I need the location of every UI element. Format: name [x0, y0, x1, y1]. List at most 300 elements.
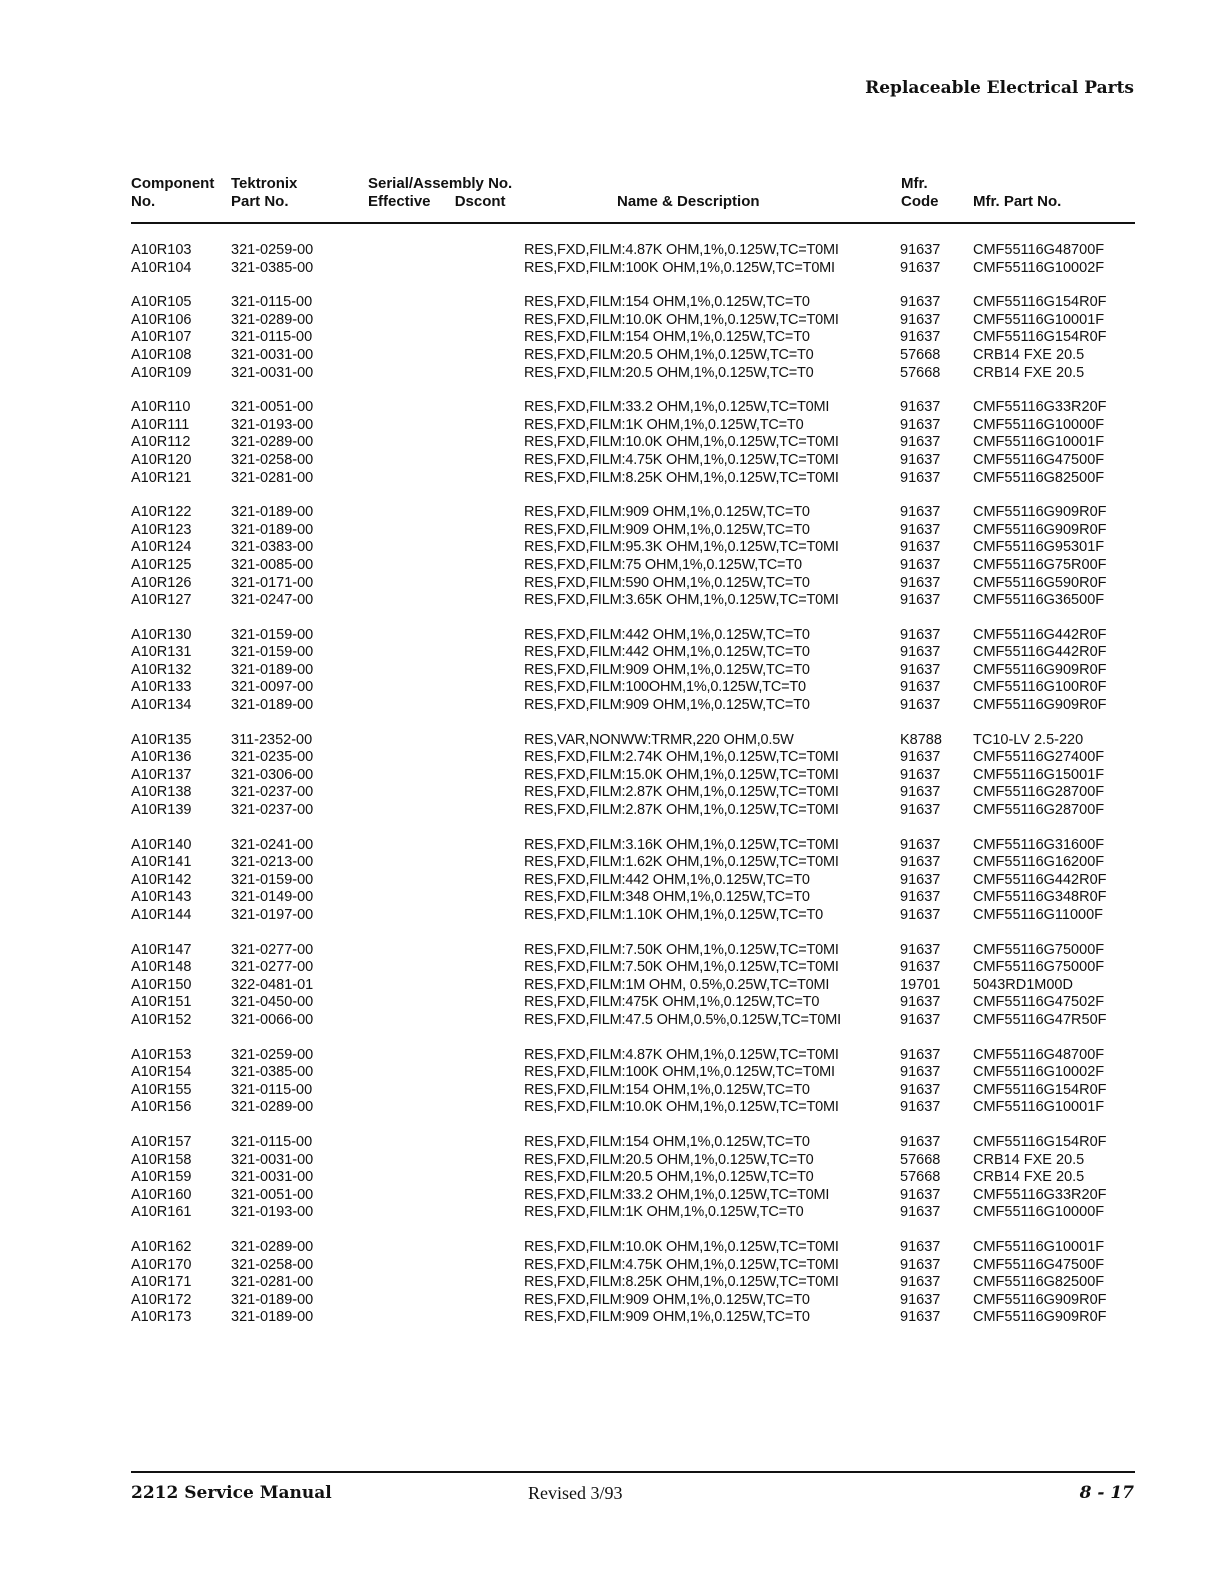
- name-description: RES,FXD,FILM:590 OHM,1%,0.125W,TC=T0: [524, 574, 810, 591]
- name-description: RES,FXD,FILM:4.75K OHM,1%,0.125W,TC=T0MI: [524, 1256, 839, 1273]
- col-tektronix-line1: Tektronix: [231, 175, 298, 192]
- mfr-part-no: CMF55116G909R0F: [973, 504, 1107, 521]
- table-row: [131, 1152, 1135, 1170]
- mfr-code: 91637: [900, 259, 941, 276]
- col-name-desc: Name & Description: [617, 193, 760, 210]
- parts-group: [131, 942, 1135, 1030]
- name-description: RES,FXD,FILM:1M OHM, 0.5%,0.25W,TC=T0MI: [524, 976, 830, 993]
- mfr-code: 91637: [900, 1274, 941, 1291]
- name-description: RES,FXD,FILM:100K OHM,1%,0.125W,TC=T0MI: [524, 1064, 835, 1081]
- tektronix-part-no: 321-0189-00: [231, 1291, 314, 1308]
- col-component-line1: Component: [131, 175, 215, 192]
- tektronix-part-no: 321-0281-00: [231, 1274, 314, 1291]
- mfr-code: 91637: [900, 836, 941, 853]
- tektronix-part-no: 311-2352-00: [231, 731, 313, 748]
- parts-group: [131, 504, 1135, 610]
- component-no: A10R162: [131, 1238, 192, 1255]
- component-no: A10R134: [131, 697, 192, 714]
- mfr-code: 91637: [900, 1011, 941, 1028]
- table-row: [131, 994, 1135, 1012]
- mfr-part-no: CMF55116G15001F: [973, 766, 1105, 783]
- mfr-code: 91637: [900, 1204, 941, 1221]
- parts-group: [131, 732, 1135, 820]
- tektronix-part-no: 321-0241-00: [231, 836, 314, 853]
- table-row: [131, 1099, 1135, 1117]
- mfr-part-no: CMF55116G909R0F: [973, 661, 1107, 678]
- component-no: A10R171: [131, 1274, 192, 1291]
- mfr-code: 91637: [900, 644, 941, 661]
- mfr-part-no: CMF55116G348R0F: [973, 889, 1107, 906]
- name-description: RES,FXD,FILM:100OHM,1%,0.125W,TC=T0: [524, 679, 806, 696]
- tektronix-part-no: 321-0189-00: [231, 1309, 314, 1326]
- name-description: RES,FXD,FILM:909 OHM,1%,0.125W,TC=T0: [524, 521, 810, 538]
- tektronix-part-no: 321-0115-00: [231, 1133, 313, 1150]
- table-row: [131, 1082, 1135, 1100]
- parts-group: [131, 837, 1135, 925]
- mfr-part-no: CMF55116G10002F: [973, 259, 1105, 276]
- mfr-code: 91637: [900, 1186, 941, 1203]
- name-description: RES,FXD,FILM:4.87K OHM,1%,0.125W,TC=T0MI: [524, 1046, 839, 1063]
- table-row: [131, 644, 1135, 662]
- mfr-part-no: CMF55116G36500F: [973, 592, 1105, 609]
- component-no: A10R139: [131, 802, 192, 819]
- mfr-code: 91637: [900, 661, 941, 678]
- mfr-code: 91637: [900, 626, 941, 643]
- component-no: A10R172: [131, 1291, 192, 1308]
- component-no: A10R109: [131, 364, 192, 381]
- mfr-code: 91637: [900, 329, 941, 346]
- mfr-code: 91637: [900, 1238, 941, 1255]
- mfr-part-no: CMF55116G47500F: [973, 1256, 1105, 1273]
- mfr-part-no: CMF55116G47R50F: [973, 1011, 1107, 1028]
- name-description: RES,FXD,FILM:100K OHM,1%,0.125W,TC=T0MI: [524, 259, 835, 276]
- parts-group: [131, 627, 1135, 715]
- tektronix-part-no: 321-0258-00: [231, 451, 314, 468]
- component-no: A10R107: [131, 329, 192, 346]
- component-no: A10R173: [131, 1309, 192, 1326]
- tektronix-part-no: 321-0189-00: [231, 661, 314, 678]
- mfr-code: 91637: [900, 574, 941, 591]
- table-row: [131, 1047, 1135, 1065]
- component-no: A10R138: [131, 784, 192, 801]
- footer-revision: Revised 3/93: [528, 1483, 623, 1503]
- mfr-code: 91637: [900, 941, 941, 958]
- component-no: A10R121: [131, 469, 192, 486]
- component-no: A10R152: [131, 1011, 192, 1028]
- name-description: RES,FXD,FILM:154 OHM,1%,0.125W,TC=T0: [524, 1133, 810, 1150]
- component-no: A10R125: [131, 556, 192, 573]
- footer-page-number: 8 - 17: [1079, 1483, 1134, 1503]
- tektronix-part-no: 321-0189-00: [231, 697, 314, 714]
- mfr-part-no: CMF55116G10001F: [973, 1238, 1105, 1255]
- component-no: A10R130: [131, 626, 192, 643]
- mfr-part-no: CMF55116G590R0F: [973, 574, 1107, 591]
- mfr-code: 91637: [900, 854, 941, 871]
- name-description: RES,FXD,FILM:10.0K OHM,1%,0.125W,TC=T0MI: [524, 434, 839, 451]
- tektronix-part-no: 321-0235-00: [231, 749, 314, 766]
- name-description: RES,FXD,FILM:33.2 OHM,1%,0.125W,TC=T0MI: [524, 399, 830, 416]
- component-no: A10R133: [131, 679, 192, 696]
- mfr-code: 91637: [900, 994, 941, 1011]
- table-row: [131, 837, 1135, 855]
- mfr-part-no: CMF55116G75000F: [973, 959, 1105, 976]
- mfr-code: 91637: [900, 784, 941, 801]
- col-dscont: Dscont: [454, 193, 506, 210]
- mfr-part-no: CMF55116G75R00F: [973, 556, 1107, 573]
- name-description: RES,FXD,FILM:2.87K OHM,1%,0.125W,TC=T0MI: [524, 784, 839, 801]
- mfr-code: 57668: [900, 1169, 941, 1186]
- tektronix-part-no: 321-0066-00: [231, 1011, 314, 1028]
- mfr-part-no: CMF55116G47502F: [973, 994, 1105, 1011]
- name-description: RES,FXD,FILM:75 OHM,1%,0.125W,TC=T0: [524, 556, 802, 573]
- mfr-part-no: CMF55116G442R0F: [973, 871, 1107, 888]
- name-description: RES,FXD,FILM:10.0K OHM,1%,0.125W,TC=T0MI: [524, 311, 839, 328]
- table-row: [131, 522, 1135, 540]
- table-row: [131, 749, 1135, 767]
- name-description: RES,FXD,FILM:909 OHM,1%,0.125W,TC=T0: [524, 1309, 810, 1326]
- name-description: RES,FXD,FILM:20.5 OHM,1%,0.125W,TC=T0: [524, 364, 814, 381]
- table-row: [131, 732, 1135, 750]
- mfr-part-no: CMF55116G48700F: [973, 1046, 1105, 1063]
- name-description: RES,FXD,FILM:20.5 OHM,1%,0.125W,TC=T0: [524, 1169, 814, 1186]
- tektronix-part-no: 321-0289-00: [231, 1238, 314, 1255]
- name-description: RES,FXD,FILM:33.2 OHM,1%,0.125W,TC=T0MI: [524, 1186, 830, 1203]
- col-serial-line2: [368, 193, 512, 211]
- component-no: A10R132: [131, 661, 192, 678]
- header-rule: [131, 222, 1135, 224]
- mfr-part-no: CMF55116G442R0F: [973, 626, 1107, 643]
- mfr-code: 91637: [900, 959, 941, 976]
- table-row: [131, 1274, 1135, 1292]
- tektronix-part-no: 321-0277-00: [231, 941, 314, 958]
- mfr-part-no: CRB14 FXE 20.5: [973, 1169, 1085, 1186]
- table-row: [131, 1239, 1135, 1257]
- component-no: A10R104: [131, 259, 192, 276]
- footer-rule: [131, 1471, 1135, 1473]
- name-description: RES,FXD,FILM:154 OHM,1%,0.125W,TC=T0: [524, 294, 810, 311]
- col-tektronix: [231, 175, 297, 211]
- tektronix-part-no: 321-0289-00: [231, 1099, 314, 1116]
- name-description: RES,FXD,FILM:7.50K OHM,1%,0.125W,TC=T0MI: [524, 941, 839, 958]
- table-row: [131, 1187, 1135, 1205]
- name-description: RES,FXD,FILM:95.3K OHM,1%,0.125W,TC=T0MI: [524, 539, 839, 556]
- tektronix-part-no: 321-0031-00: [231, 1151, 314, 1168]
- component-no: A10R137: [131, 766, 192, 783]
- tektronix-part-no: 321-0289-00: [231, 434, 314, 451]
- col-mfr-code: [901, 175, 939, 211]
- tektronix-part-no: 321-0115-00: [231, 329, 313, 346]
- name-description: RES,FXD,FILM:47.5 OHM,0.5%,0.125W,TC=T0MI: [524, 1011, 841, 1028]
- name-description: RES,FXD,FILM:4.75K OHM,1%,0.125W,TC=T0MI: [524, 451, 839, 468]
- component-no: A10R161: [131, 1204, 192, 1221]
- mfr-code: 91637: [900, 592, 941, 609]
- table-row: [131, 242, 1135, 260]
- table-row: [131, 347, 1135, 365]
- mfr-part-no: CMF55116G909R0F: [973, 1309, 1107, 1326]
- col-serial: [368, 175, 512, 211]
- component-no: A10R108: [131, 346, 192, 363]
- component-no: A10R147: [131, 941, 192, 958]
- tektronix-part-no: 321-0085-00: [231, 556, 314, 573]
- tektronix-part-no: 321-0171-00: [231, 574, 314, 591]
- parts-group: [131, 1047, 1135, 1117]
- mfr-part-no: CMF55116G10000F: [973, 416, 1105, 433]
- mfr-part-no: CMF55116G48700F: [973, 242, 1105, 258]
- mfr-part-no: CMF55116G10001F: [973, 311, 1105, 328]
- name-description: RES,FXD,FILM:1K OHM,1%,0.125W,TC=T0: [524, 416, 804, 433]
- name-description: RES,FXD,FILM:909 OHM,1%,0.125W,TC=T0: [524, 661, 810, 678]
- name-description: RES,FXD,FILM:20.5 OHM,1%,0.125W,TC=T0: [524, 1151, 814, 1168]
- parts-table: [131, 242, 1135, 1344]
- table-row: [131, 417, 1135, 435]
- tektronix-part-no: 321-0115-00: [231, 1081, 313, 1098]
- name-description: RES,FXD,FILM:442 OHM,1%,0.125W,TC=T0: [524, 626, 810, 643]
- tektronix-part-no: 321-0277-00: [231, 959, 314, 976]
- table-row: [131, 1309, 1135, 1327]
- table-row: [131, 329, 1135, 347]
- mfr-part-no: TC10-LV 2.5-220: [973, 731, 1084, 748]
- component-no: A10R143: [131, 889, 192, 906]
- name-description: RES,FXD,FILM:8.25K OHM,1%,0.125W,TC=T0MI: [524, 469, 839, 486]
- name-description: RES,FXD,FILM:15.0K OHM,1%,0.125W,TC=T0MI: [524, 766, 839, 783]
- component-no: A10R142: [131, 871, 192, 888]
- component-no: A10R126: [131, 574, 192, 591]
- component-no: A10R155: [131, 1081, 192, 1098]
- name-description: RES,FXD,FILM:475K OHM,1%,0.125W,TC=T0: [524, 994, 820, 1011]
- mfr-part-no: CRB14 FXE 20.5: [973, 346, 1085, 363]
- tektronix-part-no: 321-0450-00: [231, 994, 314, 1011]
- table-row: [131, 1204, 1135, 1222]
- mfr-code: 91637: [900, 311, 941, 328]
- tektronix-part-no: 321-0051-00: [231, 399, 314, 416]
- table-row: [131, 557, 1135, 575]
- table-row: [131, 294, 1135, 312]
- table-row: [131, 959, 1135, 977]
- col-mfr-code-line2: Code: [901, 193, 939, 210]
- component-no: A10R106: [131, 311, 192, 328]
- mfr-part-no: CRB14 FXE 20.5: [973, 364, 1085, 381]
- table-row: [131, 539, 1135, 557]
- component-no: A10R154: [131, 1064, 192, 1081]
- table-row: [131, 260, 1135, 278]
- component-no: A10R122: [131, 504, 192, 521]
- component-no: A10R135: [131, 731, 192, 748]
- mfr-part-no: CRB14 FXE 20.5: [973, 1151, 1085, 1168]
- tektronix-part-no: 321-0237-00: [231, 802, 314, 819]
- mfr-code: 57668: [900, 364, 941, 381]
- table-row: [131, 434, 1135, 452]
- table-row: [131, 679, 1135, 697]
- table-row: [131, 977, 1135, 995]
- table-row: [131, 1169, 1135, 1187]
- mfr-part-no: 5043RD1M00D: [973, 976, 1073, 993]
- component-no: A10R110: [131, 399, 191, 416]
- table-row: [131, 767, 1135, 785]
- component-no: A10R153: [131, 1046, 192, 1063]
- mfr-part-no: CMF55116G27400F: [973, 749, 1105, 766]
- mfr-code: 91637: [900, 451, 941, 468]
- name-description: RES,FXD,FILM:3.16K OHM,1%,0.125W,TC=T0MI: [524, 836, 839, 853]
- name-description: RES,FXD,FILM:1K OHM,1%,0.125W,TC=T0: [524, 1204, 804, 1221]
- table-row: [131, 854, 1135, 872]
- mfr-part-no: CMF55116G154R0F: [973, 329, 1107, 346]
- name-description: RES,FXD,FILM:909 OHM,1%,0.125W,TC=T0: [524, 697, 810, 714]
- tektronix-part-no: 321-0306-00: [231, 766, 314, 783]
- tektronix-part-no: 321-0193-00: [231, 1204, 314, 1221]
- tektronix-part-no: 321-0189-00: [231, 504, 314, 521]
- mfr-code: 91637: [900, 802, 941, 819]
- mfr-code: 91637: [900, 416, 941, 433]
- mfr-code: 91637: [900, 889, 941, 906]
- component-no: A10R160: [131, 1186, 192, 1203]
- tektronix-part-no: 321-0149-00: [231, 889, 314, 906]
- table-row: [131, 575, 1135, 593]
- table-row: [131, 697, 1135, 715]
- mfr-code: 91637: [900, 1133, 941, 1150]
- tektronix-part-no: 321-0237-00: [231, 784, 314, 801]
- component-no: A10R112: [131, 434, 191, 451]
- mfr-code: 91637: [900, 871, 941, 888]
- mfr-part-no: CMF55116G909R0F: [973, 697, 1107, 714]
- name-description: RES,FXD,FILM:154 OHM,1%,0.125W,TC=T0: [524, 1081, 810, 1098]
- table-row: [131, 802, 1135, 820]
- mfr-code: 19701: [900, 976, 941, 993]
- table-row: [131, 1064, 1135, 1082]
- name-description: RES,FXD,FILM:3.65K OHM,1%,0.125W,TC=T0MI: [524, 592, 839, 609]
- table-row: [131, 907, 1135, 925]
- table-row: [131, 662, 1135, 680]
- mfr-code: 91637: [900, 556, 941, 573]
- mfr-code: 57668: [900, 346, 941, 363]
- mfr-code: 91637: [900, 1064, 941, 1081]
- component-no: A10R159: [131, 1169, 192, 1186]
- footer-manual-title: 2212 Service Manual: [131, 1483, 332, 1503]
- tektronix-part-no: 321-0385-00: [231, 1064, 314, 1081]
- col-effective: Effective: [368, 193, 431, 210]
- tektronix-part-no: 321-0259-00: [231, 1046, 314, 1063]
- table-row: [131, 365, 1135, 383]
- component-no: A10R158: [131, 1151, 192, 1168]
- parts-group: [131, 1134, 1135, 1222]
- table-row: [131, 1134, 1135, 1152]
- mfr-part-no: CMF55116G10002F: [973, 1064, 1105, 1081]
- component-no: A10R111: [131, 416, 190, 433]
- component-no: A10R136: [131, 749, 192, 766]
- component-no: A10R127: [131, 592, 192, 609]
- name-description: RES,FXD,FILM:7.50K OHM,1%,0.125W,TC=T0MI: [524, 959, 839, 976]
- col-mfr-code-line1: Mfr.: [901, 175, 928, 192]
- table-row: [131, 452, 1135, 470]
- mfr-code: 91637: [900, 907, 941, 923]
- mfr-code: 91637: [900, 1081, 941, 1098]
- mfr-part-no: CMF55116G10000F: [973, 1204, 1105, 1221]
- tektronix-part-no: 322-0481-01: [231, 976, 314, 993]
- component-no: A10R156: [131, 1099, 192, 1116]
- mfr-code: 91637: [900, 1309, 941, 1326]
- component-no: A10R131: [131, 644, 192, 661]
- mfr-code: 91637: [900, 679, 941, 696]
- tektronix-part-no: 321-0289-00: [231, 311, 314, 328]
- mfr-code: 91637: [900, 1046, 941, 1063]
- name-description: RES,FXD,FILM:909 OHM,1%,0.125W,TC=T0: [524, 1291, 810, 1308]
- table-row: [131, 470, 1135, 488]
- table-row: [131, 784, 1135, 802]
- mfr-code: 91637: [900, 399, 941, 416]
- mfr-part-no: CMF55116G154R0F: [973, 294, 1107, 311]
- parts-group: [131, 399, 1135, 487]
- component-no: A10R105: [131, 294, 192, 311]
- tektronix-part-no: 321-0189-00: [231, 521, 314, 538]
- mfr-part-no: CMF55116G100R0F: [973, 679, 1107, 696]
- mfr-code: 91637: [900, 521, 941, 538]
- mfr-part-no: CMF55116G95301F: [973, 539, 1105, 556]
- mfr-code: 91637: [900, 434, 941, 451]
- table-row: [131, 1292, 1135, 1310]
- component-no: A10R157: [131, 1133, 192, 1150]
- table-row: [131, 627, 1135, 645]
- mfr-code: 91637: [900, 766, 941, 783]
- tektronix-part-no: 321-0258-00: [231, 1256, 314, 1273]
- mfr-part-no: CMF55116G16200F: [973, 854, 1105, 871]
- mfr-part-no: CMF55116G442R0F: [973, 644, 1107, 661]
- name-description: RES,FXD,FILM:1.10K OHM,1%,0.125W,TC=T0: [524, 907, 824, 923]
- tektronix-part-no: 321-0385-00: [231, 259, 314, 276]
- mfr-part-no: CMF55116G47500F: [973, 451, 1105, 468]
- parts-group: [131, 242, 1135, 277]
- mfr-part-no: CMF55116G82500F: [973, 469, 1105, 486]
- name-description: RES,FXD,FILM:154 OHM,1%,0.125W,TC=T0: [524, 329, 810, 346]
- table-row: [131, 504, 1135, 522]
- mfr-code: 91637: [900, 1256, 941, 1273]
- name-description: RES,FXD,FILM:4.87K OHM,1%,0.125W,TC=T0MI: [524, 242, 839, 258]
- name-description: RES,FXD,FILM:2.87K OHM,1%,0.125W,TC=T0MI: [524, 802, 839, 819]
- col-component-line2: No.: [131, 193, 156, 210]
- component-no: A10R103: [131, 242, 192, 258]
- tektronix-part-no: 321-0213-00: [231, 854, 314, 871]
- tektronix-part-no: 321-0193-00: [231, 416, 314, 433]
- mfr-part-no: CMF55116G28700F: [973, 802, 1105, 819]
- tektronix-part-no: 321-0051-00: [231, 1186, 314, 1203]
- name-description: RES,FXD,FILM:8.25K OHM,1%,0.125W,TC=T0MI: [524, 1274, 839, 1291]
- tektronix-part-no: 321-0383-00: [231, 539, 314, 556]
- tektronix-part-no: 321-0159-00: [231, 626, 314, 643]
- name-description: RES,FXD,FILM:442 OHM,1%,0.125W,TC=T0: [524, 871, 810, 888]
- name-description: RES,FXD,FILM:442 OHM,1%,0.125W,TC=T0: [524, 644, 810, 661]
- mfr-part-no: CMF55116G10001F: [973, 1099, 1105, 1116]
- mfr-part-no: CMF55116G31600F: [973, 836, 1105, 853]
- component-no: A10R170: [131, 1256, 192, 1273]
- mfr-part-no: CMF55116G82500F: [973, 1274, 1105, 1291]
- parts-group: [131, 1239, 1135, 1327]
- mfr-part-no: CMF55116G28700F: [973, 784, 1105, 801]
- table-row: [131, 872, 1135, 890]
- component-no: A10R141: [131, 854, 192, 871]
- mfr-code: 91637: [900, 1291, 941, 1308]
- table-row: [131, 1257, 1135, 1275]
- col-mfr-part: Mfr. Part No.: [973, 193, 1062, 210]
- mfr-code: 91637: [900, 749, 941, 766]
- tektronix-part-no: 321-0197-00: [231, 907, 314, 923]
- name-description: RES,FXD,FILM:10.0K OHM,1%,0.125W,TC=T0MI: [524, 1099, 839, 1116]
- mfr-part-no: CMF55116G909R0F: [973, 1291, 1107, 1308]
- col-serial-line1: Serial/Assembly No.: [368, 175, 513, 192]
- name-description: RES,FXD,FILM:20.5 OHM,1%,0.125W,TC=T0: [524, 346, 814, 363]
- tektronix-part-no: 321-0097-00: [231, 679, 314, 696]
- component-no: A10R148: [131, 959, 192, 976]
- table-row: [131, 889, 1135, 907]
- mfr-part-no: CMF55116G75000F: [973, 941, 1105, 958]
- mfr-part-no: CMF55116G10001F: [973, 434, 1105, 451]
